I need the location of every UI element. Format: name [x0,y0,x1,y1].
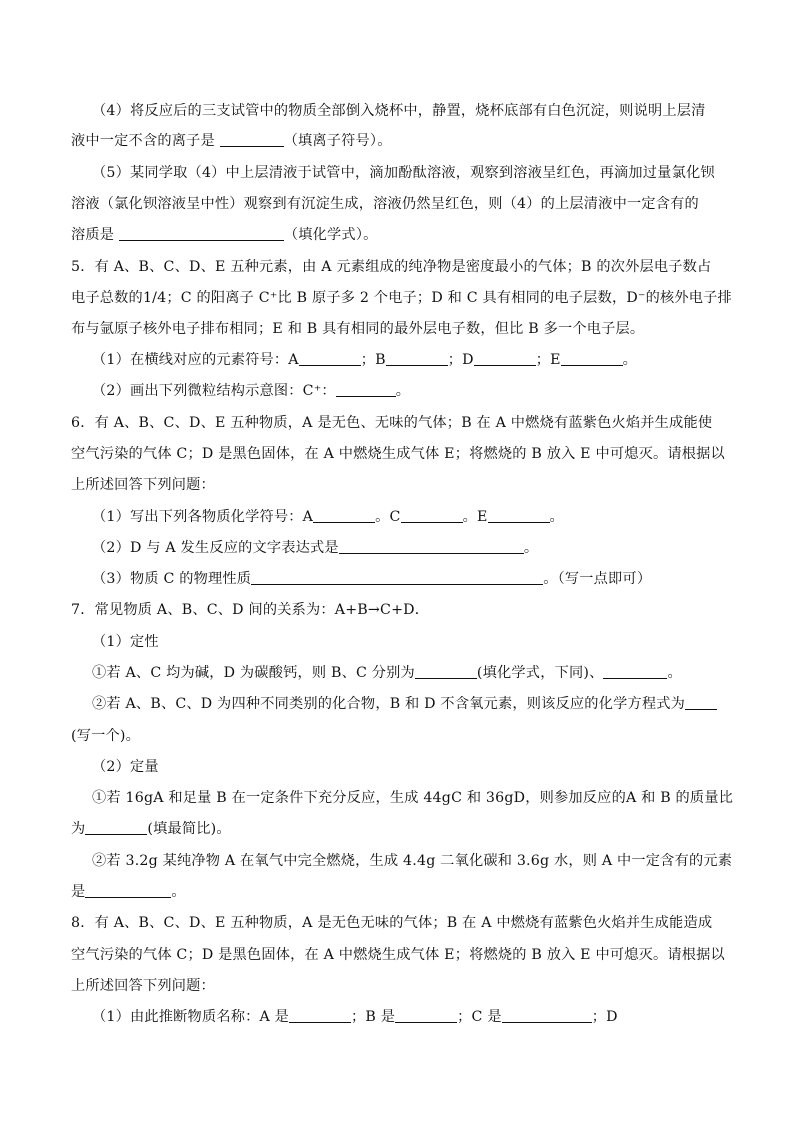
answer-blank[interactable] [313,508,375,523]
line-text: ；E [535,352,561,368]
line-text: 。 [171,884,186,900]
line-text: （填化学式）。 [283,227,378,243]
answer-blank[interactable] [401,508,463,523]
line-text: 布与氩原子核外电子排布相同；E 和 B 具有相同的最外层电子数，但比 B 多一个电子层。 [71,321,645,337]
line-text: 空气污染的气体 C；D 是黑色固体，在 A 中燃烧生成气体 E；将燃烧的 B 放入 E 中可熄灭。请根据以 [71,947,725,963]
answer-blank[interactable] [603,664,667,679]
line-text: 上所述回答下列问题： [71,978,215,994]
text-line [92,101,706,121]
text-line [71,819,231,839]
line-text: 。 [549,509,564,525]
line-text: ；B 是 [351,1009,396,1025]
text-line [92,851,732,871]
answer-blank[interactable] [336,382,396,397]
line-text: 电子总数的1/4；C 的阳离子 C⁺比 B 原子多 2 个电子；D 和 C 具有相同的电子层数，D⁻的核外电子排 [71,290,732,306]
answer-blank[interactable] [395,1008,457,1023]
line-text: ；D [447,352,474,368]
text-line [71,444,725,464]
line-text: 溶液（氯化钡溶液呈中性）观察到有沉淀生成，溶液仍然呈红色，则（4）的上层清液中一定含有的 [71,196,699,212]
line-text: (填化学式，下同)、 [476,665,604,681]
text-line [92,757,159,777]
answer-blank[interactable] [561,351,623,366]
answer-blank[interactable] [220,132,284,147]
answer-blank[interactable] [339,539,524,554]
text-line [71,194,699,214]
line-text: （4）将反应后的三支试管中的物质全部倒入烧杯中，静置，烧杯底部有白色沉淀，则说明上层清 [92,103,706,119]
text-line [92,538,538,558]
text-line [92,350,637,370]
answer-blank[interactable] [415,664,477,679]
line-text: （1）在横线对应的元素符号：A [92,352,299,368]
answer-blank[interactable] [386,351,448,366]
line-text: 上所述回答下列问题： [71,477,215,493]
text-line [71,475,215,495]
line-text: （2）D 与 A 发生反应的文字表达式是 [92,540,339,556]
line-text: 。C [375,509,401,525]
text-line [71,131,392,151]
line-text: 溶质是 [71,227,119,243]
line-text: 。（写一点即可） [543,571,652,587]
text-line [71,225,378,245]
line-text: (填最简比)。 [147,821,231,837]
text-line [92,632,159,652]
question-5-line [71,257,711,277]
line-text: (写一个)。 [71,728,141,744]
line-text: 。 [667,665,682,681]
text-line [71,319,644,339]
line-text: 。 [395,383,411,399]
answer-blank[interactable] [85,883,171,898]
line-text: ②若 3.2g 某纯净物 A 在氧气中完全燃烧，生成 4.4g 二氧化碳和 3.6g 水，则 A 中一定含有的元素 [92,853,733,869]
line-text: ①若 16gA 和足量 B 在一定条件下充分反应，生成 44gC 和 36gD，则参加反应的A 和 B 的质量比 [92,790,734,806]
line-text: （3）物质 C 的物理性质 [92,571,252,587]
line-text: ②若 A、B、C、D 为四种不同类别的化合物，B 和 D 不含氧元素，则该反应的化学方程式为 [92,696,686,712]
line-text: 8．有 A、B、C、D、E 五种物质，A 是无色无味的气体；B 在 A 中燃烧有蓝紫色火焰并生成能造成 [71,915,713,931]
line-text: 空气污染的气体 C；D 是黑色固体，在 A 中燃烧生成气体 E；将燃烧的 B 放入 E 中可熄灭。请根据以 [71,446,725,462]
answer-blank[interactable] [474,351,536,366]
text-line [92,381,410,401]
text-line [92,163,715,183]
answer-blank[interactable] [488,508,550,523]
text-line [92,663,682,683]
line-text: 液中一定不含的离子是 [71,133,220,149]
line-text: 7．常见物质 A、B、C、D 间的关系为：A+B→C+D． [71,602,430,618]
line-text: （1）由此推断物质名称：A 是 [92,1009,290,1025]
answer-blank[interactable] [251,570,543,585]
line-text: 为 [71,821,86,837]
text-line [92,1007,618,1027]
question-8-line [71,913,712,933]
text-line [71,726,140,746]
answer-blank[interactable] [502,1008,592,1023]
question-7-line [71,600,429,620]
text-line [71,945,725,965]
line-text: （1）写出下列各物质化学符号：A [92,509,314,525]
line-text: （1）定性 [92,634,159,650]
text-line [92,694,717,714]
line-text: （填离子符号）。 [283,133,392,149]
line-text: （5）某同学取（4）中上层清液于试管中，滴加酚酞溶液，观察到溶液呈红色，再滴加过量氯化钡 [92,165,715,181]
line-text: 6．有 A、B、C、D、E 五种物质，A 是无色、无味的气体；B 在 A 中燃烧有蓝紫色火焰并生成能使 [71,415,713,431]
question-6-line [71,413,712,433]
line-text: （2）画出下列微粒结构示意图：C⁺： [92,383,336,399]
text-line [71,288,732,308]
text-line [92,569,651,589]
line-text: ；C 是 [457,1009,502,1025]
answer-blank[interactable] [85,820,147,835]
line-text: ①若 A、C 均为碱，D 为碳酸钙，则 B、C 分别为 [92,665,415,681]
line-text: 。 [523,540,539,556]
answer-blank[interactable] [119,226,284,241]
line-text: 是 [71,884,86,900]
answer-blank[interactable] [289,1008,351,1023]
line-text: 5．有 A、B、C、D、E 五种元素，由 A 元素组成的纯净物是密度最小的气体；B 的次外层电子数占 [71,259,712,275]
text-line [71,976,215,996]
text-line [92,788,733,808]
answer-blank[interactable] [299,351,361,366]
line-text: ；B [360,352,386,368]
line-text: 。 [622,352,638,368]
text-line [71,882,186,902]
line-text: （2）定量 [92,759,159,775]
text-line [92,507,564,527]
line-text: ；D [591,1009,618,1025]
answer-blank[interactable] [685,695,717,710]
line-text: 。E [462,509,488,525]
